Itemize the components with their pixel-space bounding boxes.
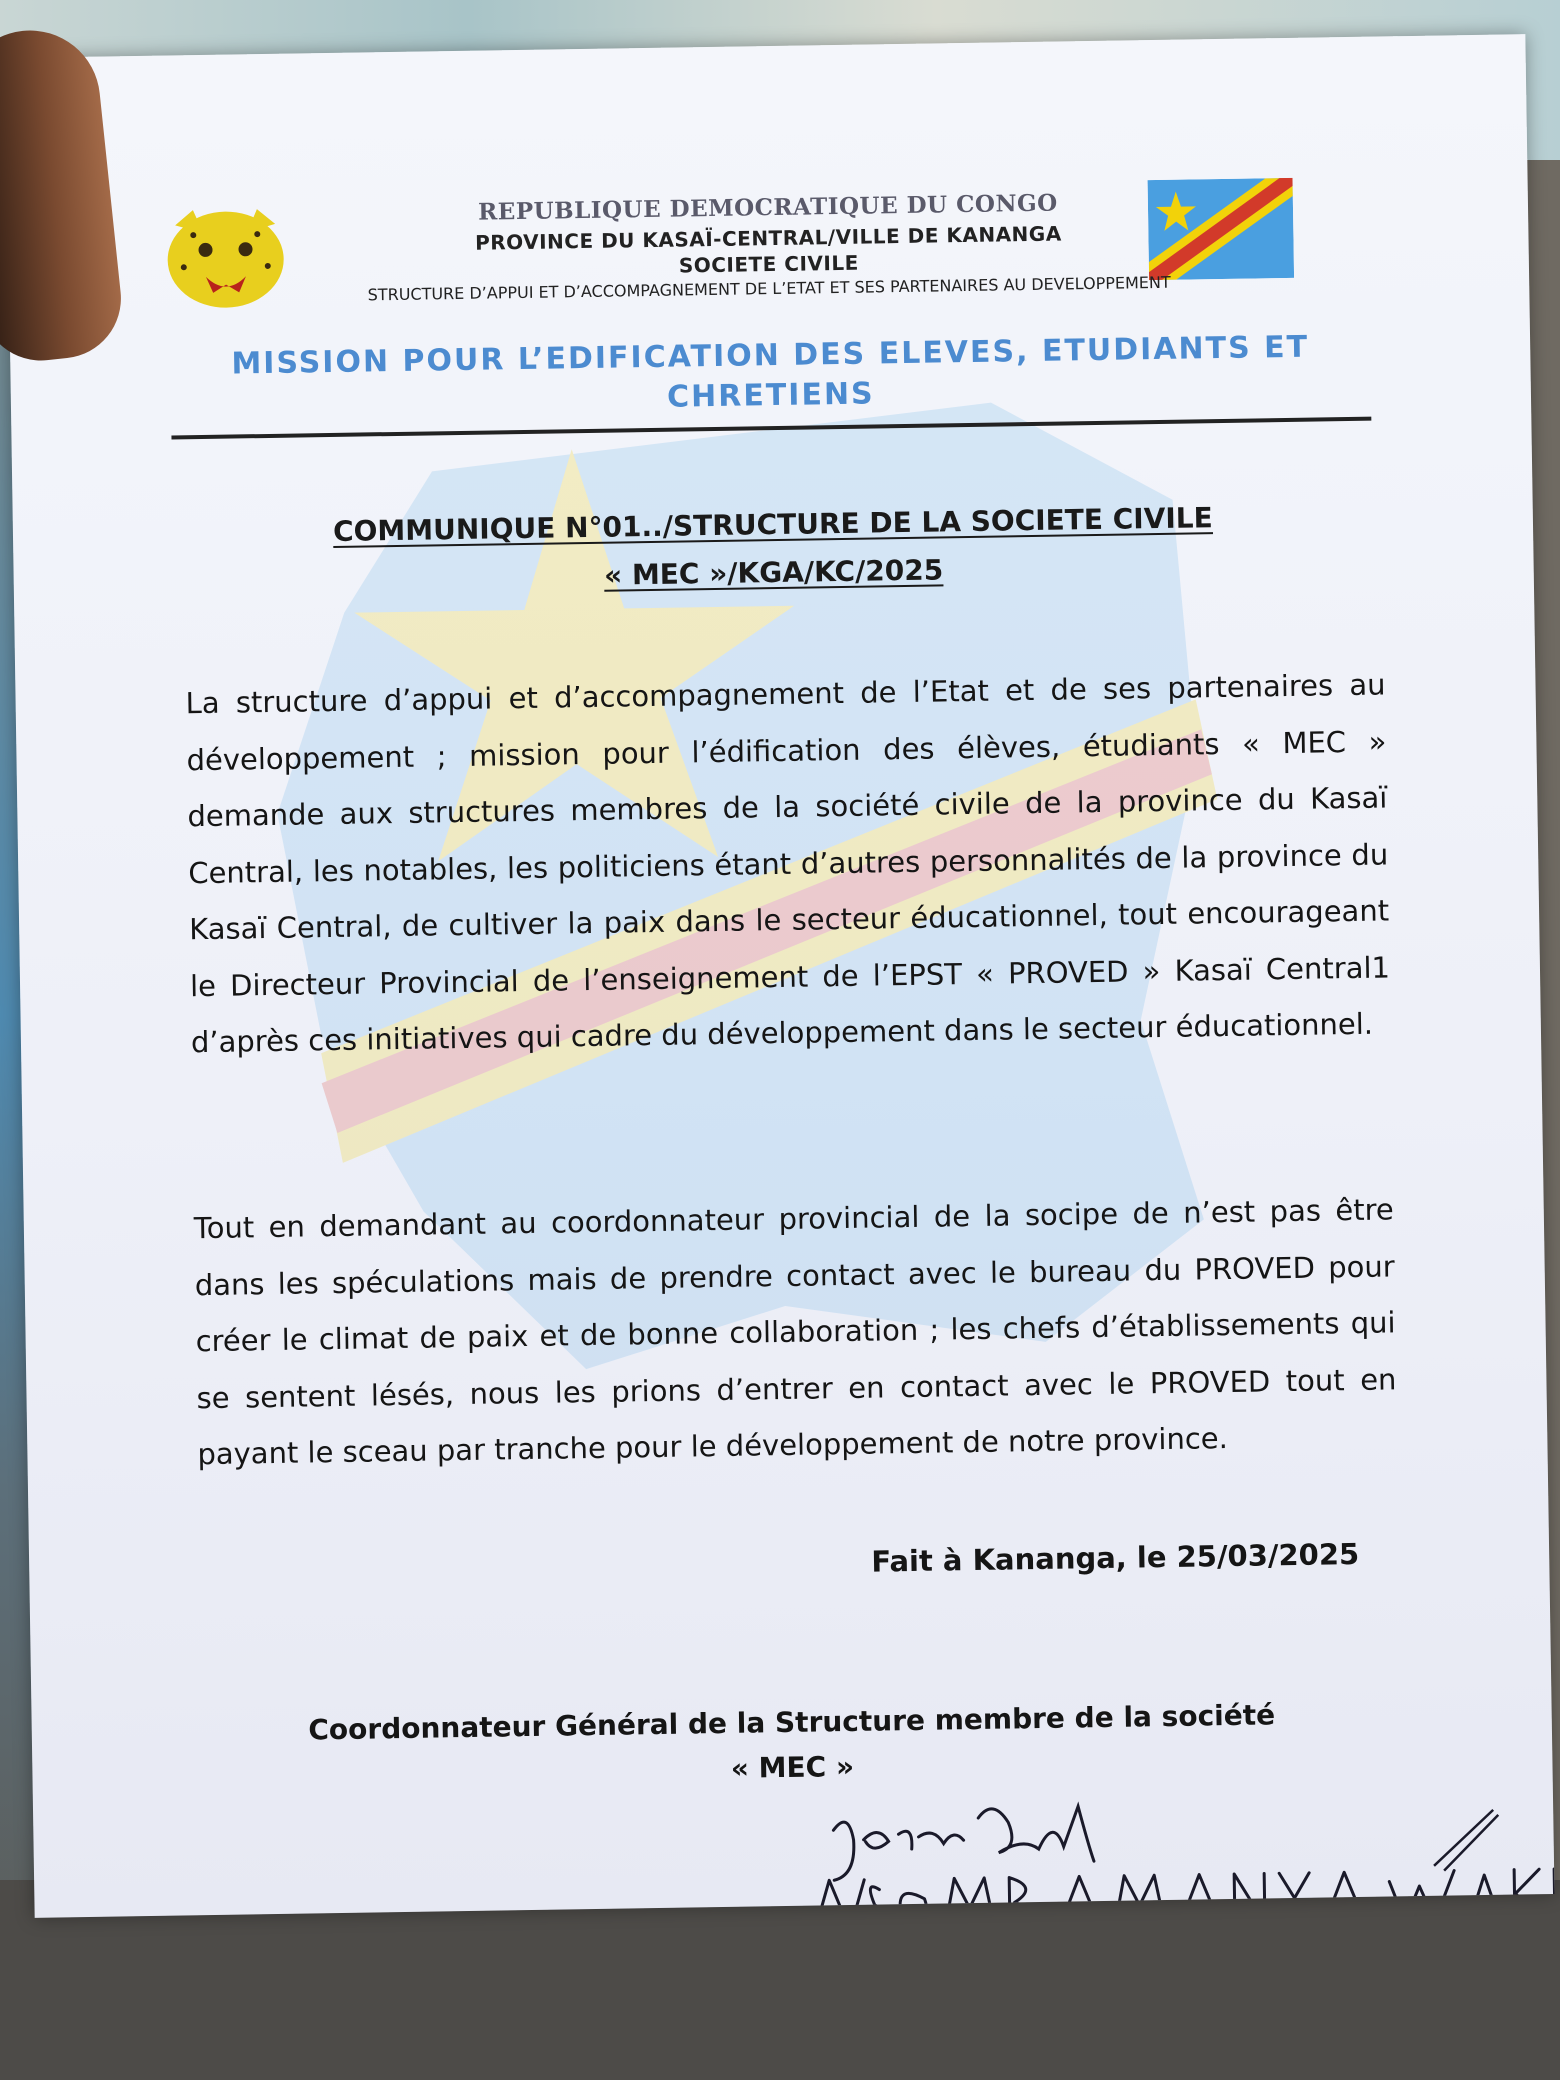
communique-number: COMMUNIQUE N°01../STRUCTURE DE LA SOCIETE CIVILE xyxy=(332,501,1214,548)
place-date: Fait à Kananga, le 25/03/2025 xyxy=(871,1536,1360,1579)
mission-heading: MISSION POUR L’EDIFICATION DES ELEVES, ETUDIANTS ET CHRETIENS xyxy=(231,329,1310,415)
structure-heading: STRUCTURE D’APPUI ET D’ACCOMPAGNEMENT DE L’ETAT ET SES PARTENAIRES AU DEVELOPPEMENT xyxy=(367,272,1171,305)
body-paragraph-2: Tout en demandant au coordonnateur provincial de la socipe de n’est pas être dans les spéculations mais de prendre contact avec le bureau du PROVED pour créer le climat de paix et de bonne collaboration ; les chefs d’établissements qui se sentent lésés, nous les prions d’entrer en contact avec le PROVED tout en payant le sceau par tranche pour le développement de notre province. xyxy=(193,1192,1397,1472)
province-heading: PROVINCE DU KASAÏ-CENTRAL/VILLE DE KANANGA xyxy=(474,221,1062,255)
signatory-organization: « MEC » xyxy=(730,1749,855,1785)
handwritten-signature xyxy=(793,1769,1555,1918)
body-paragraph-1: La structure d’appui et d’accompagnement de l’Etat et de ses partenaires au développement ; mission pour l’édification des élèves, étudiants « MEC » demande aux structures membres de la société civile de la province du Kasaï Central, les notables, les politiciens étant d’autres personnalités de la province du Kasaï Central, de cultiver la paix dans le secteur éducationnel, tout encourageant le Directeur Provincial de l’enseignement de l’EPST « PROVED » Kasaï Central1 d’après ces initiatives qui cadre du développement dans le secteur éducationnel. xyxy=(185,667,1391,1060)
communique-document xyxy=(5,34,1554,1918)
country-heading: REPUBLIQUE DEMOCRATIQUE DU CONGO xyxy=(477,189,1058,226)
civil-society-heading: SOCIETE CIVILE xyxy=(678,250,859,278)
communique-reference: « MEC »/KGA/KC/2025 xyxy=(603,553,944,592)
signatory-title: Coordonnateur Général de la Structure membre de la société xyxy=(308,1698,1276,1747)
